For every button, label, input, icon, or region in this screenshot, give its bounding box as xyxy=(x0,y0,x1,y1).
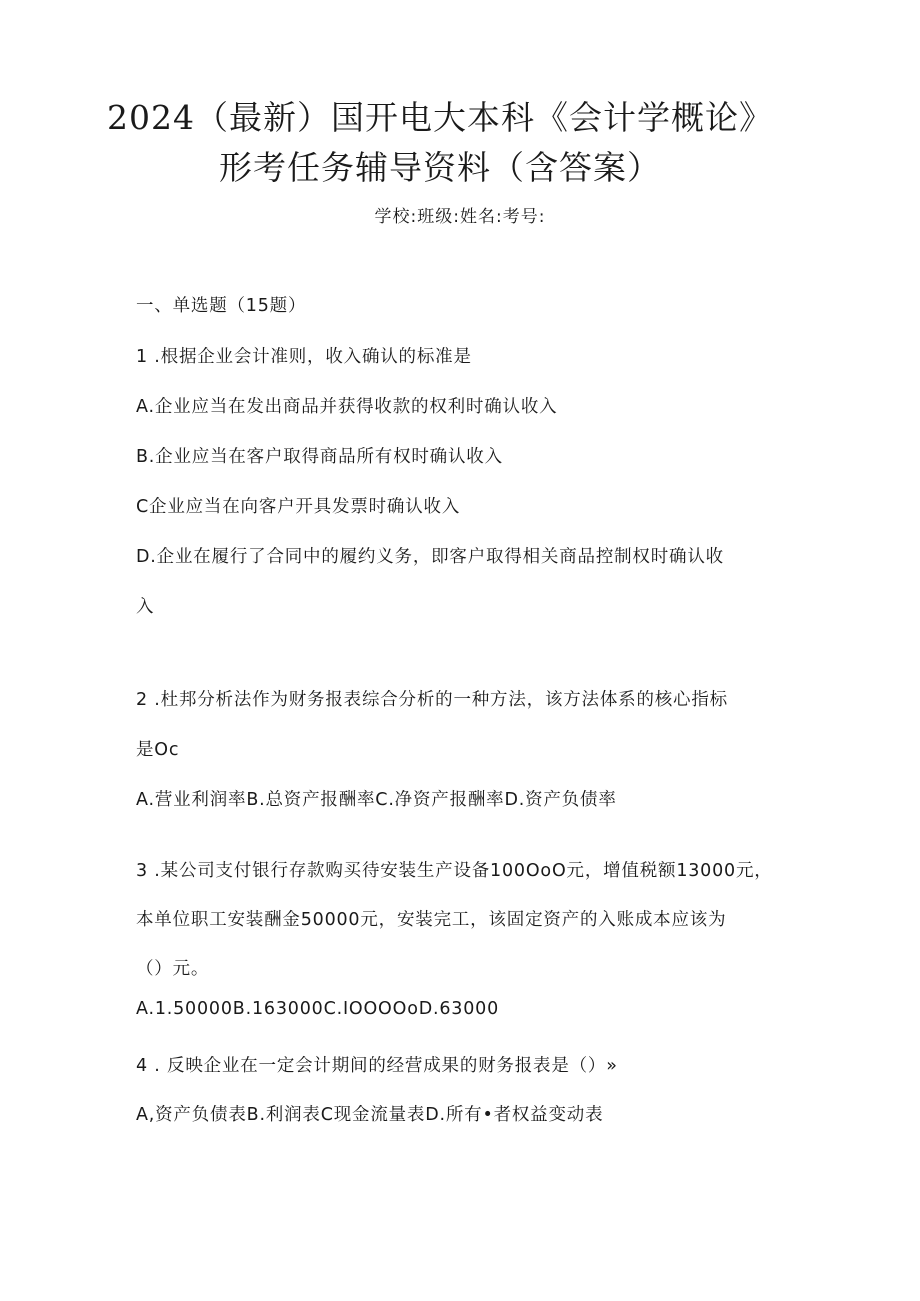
document-title-line-1: 2024（最新）国开电大本科《会计学概论》 xyxy=(107,98,773,137)
question-1-option-d-continued: 入 xyxy=(136,597,155,617)
question-1-option-c: C企业应当在向客户开具发票时确认收入 xyxy=(136,497,461,517)
question-4-stem: 4 . 反映企业在一定会计期间的经营成果的财务报表是（）» xyxy=(136,1056,618,1076)
question-3-stem-continued-1: 本单位职工安装酬金50000元，安装完工，该固定资产的入账成本应该为 xyxy=(136,910,727,930)
student-info-line: 学校:班级:姓名:考号: xyxy=(374,207,546,227)
question-2-options: A.营业利润率B.总资产报酬率C.净资产报酬率D.资产负债率 xyxy=(136,790,617,810)
question-1-option-d: D.企业在履行了合同中的履约义务，即客户取得相关商品控制权时确认收 xyxy=(136,547,724,567)
question-1-option-b: B.企业应当在客户取得商品所有权时确认收入 xyxy=(136,447,503,467)
question-3-options: A.1.50000B.163000C.IOOOOoD.63000 xyxy=(136,999,500,1019)
question-3-stem-continued-2: （）元。 xyxy=(136,959,210,979)
question-2-stem-continued: 是Oc xyxy=(136,740,180,760)
question-4-options: A,资产负债表B.利润表C现金流量表D.所有•者权益变动表 xyxy=(136,1105,604,1125)
question-2-stem: 2 .杜邦分析法作为财务报表综合分析的一种方法，该方法体系的核心指标 xyxy=(136,690,728,710)
document-title-line-2: 形考任务辅导资料（含答案） xyxy=(219,148,661,187)
question-3-stem: 3 .某公司支付银行存款购买待安装生产设备100OoO元，增值税额13000元， xyxy=(136,861,773,881)
question-1-stem: 1 .根据企业会计准则，收入确认的标准是 xyxy=(136,347,472,367)
section-heading: 一、单选题（15题） xyxy=(136,296,307,316)
question-1-option-a: A.企业应当在发出商品并获得收款的权利时确认收入 xyxy=(136,397,558,417)
